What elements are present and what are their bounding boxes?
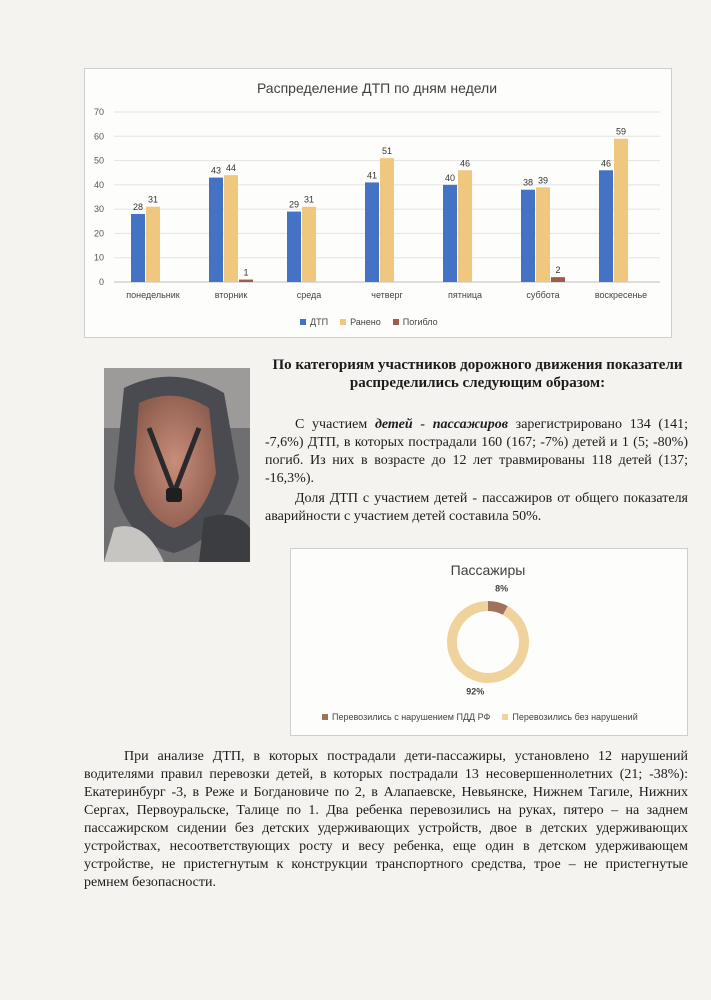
x-tick-label: понедельник (126, 290, 180, 300)
x-tick-label: среда (296, 290, 322, 300)
legend-item-label: Перевозились без нарушений (512, 712, 638, 722)
data-label: 51 (381, 146, 393, 157)
p1-rest: зарегистрировано 134 (141; -7,6%) ДТП, в которых пострадали 160 (167; -7%) детей и 1 (5; -80%) погиб. Из них в возрасте до 12 лет травмированы 118 детей (137; -16,3%). (265, 417, 688, 486)
data-label: 2 (555, 265, 561, 276)
legend-item-label: Ранено (350, 317, 381, 327)
y-tick-label: 50 (93, 155, 104, 166)
legend-item-swatch (502, 714, 508, 720)
p1-lead: С участием (295, 417, 375, 432)
pie-chart-legend (322, 712, 638, 722)
data-label: 41 (366, 170, 378, 181)
pie-chart-title: Пассажиры (450, 562, 526, 578)
data-label: 39 (537, 175, 549, 186)
y-tick-label: 60 (93, 131, 104, 142)
data-label: 29 (288, 199, 300, 210)
paragraph-share: Доля ДТП с участием детей - пассажиров от общего показателя аварийности с участием детей составила 50%. (265, 491, 688, 524)
x-tick-label: пятница (447, 290, 483, 300)
data-label: 1 (243, 267, 249, 278)
data-label: 38 (522, 177, 534, 188)
data-label: 44 (225, 163, 237, 174)
y-tick-label: 20 (93, 228, 104, 239)
legend-item-label: Погибло (402, 317, 438, 327)
data-label: 59 (615, 126, 627, 137)
x-tick-label: вторник (214, 290, 248, 300)
legend-item (502, 712, 637, 722)
data-label: 31 (147, 194, 159, 205)
data-label: 43 (210, 165, 222, 176)
x-tick-label: четверг (371, 290, 403, 300)
y-tick-label: 10 (93, 252, 104, 263)
pie-slice (488, 606, 505, 610)
data-label: 28 (132, 202, 144, 212)
paragraph-violations: При анализе ДТП, в которых пострадали дети-пассажиры, установлено 12 нарушений водителями правил перевозки детей, в которых пострадали 13 несовершеннолетних (21; -38%): Екатеринбург -3, в Реже и Богдановиче по 2, в Алапаевске, Невьянске, Нижнем Тагиле, Нижних Сергах, Первоуральске, Талице по 1. Два ребенка перевозились на руках, пятеро – на заднем пассажирском сидении без детских удерживающих устройств, двое в детских удерживающих устройствах, несоответствующих росту и весу ребенка, еще один в детском удерживающем устройстве, не пристегнутым к конструкции транспортного средства, трое – не пристегнутые ремнем безопасности. (84, 749, 688, 890)
y-tick-label: 70 (93, 107, 104, 117)
data-label: 40 (444, 172, 456, 183)
y-tick-label: 0 (98, 277, 104, 287)
bar-chart-title: Распределение ДТП по дням недели (256, 80, 498, 96)
x-tick-label: суббота (526, 290, 560, 300)
pie-slice (452, 606, 524, 678)
data-label: 31 (303, 194, 315, 205)
y-tick-label: 30 (93, 204, 104, 215)
p1-emphasis: детей - пассажиров (374, 417, 508, 432)
data-label: 46 (459, 158, 471, 169)
legend-item-swatch (322, 714, 328, 720)
legend-item-label: Перевозились с нарушением ПДД РФ (332, 712, 491, 722)
legend-item (322, 712, 490, 722)
slice-label: 92% (466, 686, 485, 697)
slice-label: 8% (495, 583, 509, 594)
section-heading: По категориям участников дорожного движения показатели распределились следующим образом: (272, 357, 683, 391)
legend-item-label: ДТП (310, 317, 329, 327)
x-tick-label: воскресенье (594, 290, 648, 300)
y-tick-label: 40 (93, 179, 104, 190)
data-label: 46 (600, 158, 612, 169)
